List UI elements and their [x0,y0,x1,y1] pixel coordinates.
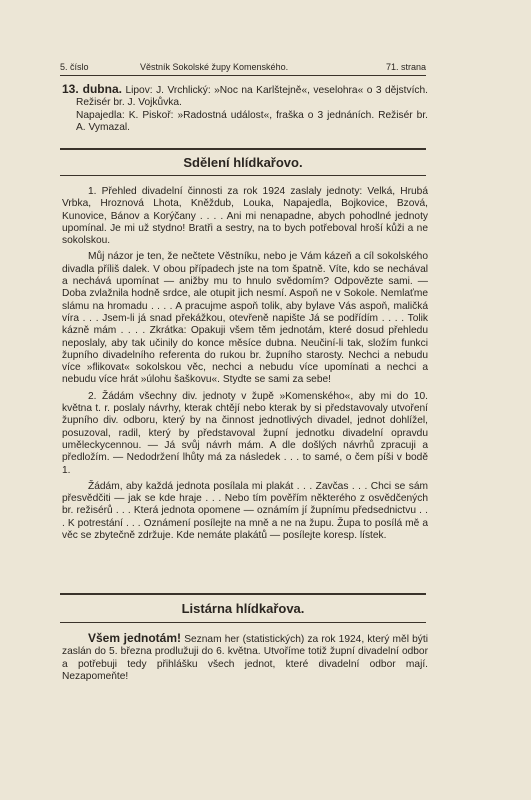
section2-body [62,632,428,683]
announcement-lipov-text: Lipov: J. Vrchlický: »Noc na Karlštejně«, veselohra« o 3 dějstvích. Režisér br. J. Vojkůvka. [76,85,428,109]
page-number: 71. strana [385,62,426,72]
announcement-napajedla: Napajedla: K. Piskoř: »Radostná událost«, fraška o 3 jednáních. Režisér br. A. Vymazal. [76,109,428,133]
section2-text: Seznam her (statistických) za rok 1924, který měl býti zaslán do 5. března prodlužuji do 6. května. Utvoříme totiž župní divadelní odbor a potřebuji tedy přihlášku všech jednot, které divadelní odbor mají. Nezapomeňte! [62,634,428,682]
section2-rule-top [60,593,426,595]
section2-lead: Všem jednotám! [88,631,182,645]
section1-title: Sdělení hlídkařovo. [183,155,303,170]
header-rule [60,75,426,76]
announcement-block [62,83,428,134]
section1-paragraph-4: Žádám, aby každá jednota posílala mi plakát . . . Zavčas . . . Chci se sám přesvědčiti — jak se kde hraje . . . Nebo tím pověřím některého z osvědčených br. režisérů . . . Která jednota opomene — oznámím jí župnímu předsednictvu . . . K potrestání . . . Oznámení posílejte na mně a ne na župu. Župa to posílá mě a věc se zbytečně zdržuje. Kde nemáte plakátů — posílejte koresp. lístek. [62,480,428,542]
section1-rule-bottom [60,175,426,176]
announcement-date: 13. dubna. [62,82,122,96]
section1-paragraph-1: 1. Přehled divadelní činnosti za rok 1924 zaslaly jednoty: Velká, Hrubá Vrbka, Hroznová Lhota, Kněždub, Louka, Napajedla, Bojkovice, Bzová, Kunovice, Bánov a Korýčany . . . . Ani mi nenapadne, abych pohodlné jednoty upomínal. Je mi už stydno! Bratři a sestry, na to bych potřeboval hroší kůži a ne sokolskou. [62,186,428,247]
section1-paragraph-3: 2. Žádám všechny div. jednoty v župě »Komenského«, aby mi do 10. května t. r. poslaly návrhy, kterak chtějí nebo kterak by si představovaly utvoření župního div. odboru, který by na činnost jednotlivých divadel, jednot dohlížel, posuzoval, radil, který by představoval župní jednotku divadelní opravdu uměleckycennou. — Já svůj návrh mám. A dle došlých návrhů zpracuji a předložím. — Nedodržení lhůty má za následek . . . to samé, o čem píši v bodě 1. [62,390,428,476]
running-header [60,62,426,74]
section1-rule-top [60,148,426,150]
journal-title: Věstník Sokolské župy Komenského. [140,62,289,72]
section2-rule-bottom [60,622,426,623]
section1-body [62,186,428,542]
section2-paragraph [62,632,428,683]
announcement-lipov [62,83,428,110]
issue-number: 5. číslo [60,62,89,72]
section1-paragraph-2: Můj názor je ten, že nečtete Věstníku, nebo je Vám kázeň a cíl sokolského divadla příliš dalek. V obou případech jste na tom špatně. Víte, kdo se nechával a nechává upomínat — anižby mu to hnulo svědomím? Odpovězte sami. — Doba zvlažnila hodně srdce, ale otupit jich nesmí. Aspoň ne v Sokole. Nemlaťme slámu na hromadu . . . . A pracujme aspoň tolik, aby bylave Vás aspoň, maličká víra . . . Jsem-li já snad překážkou, otevřeně napište Já se podřídím . . . . Tolik kázně mám . . . . Zkrátka: Opakuji všem těm jednotám, které dosud přehledu neposlaly, aby tak učinily do konce měsíce dubna. Neučiní-li tak, složím funkci župního divadelního referenta do rukou br. župního starosty. Nechci a nebudu více »flikovat« sokolskou věc, nechci a nebudu více upomínati a nechci a nebudu více hrát »úlohu šaškovu«. Stydte se sami za sebe! [62,251,428,386]
section2-title: Listárna hlídkařova. [181,601,305,616]
